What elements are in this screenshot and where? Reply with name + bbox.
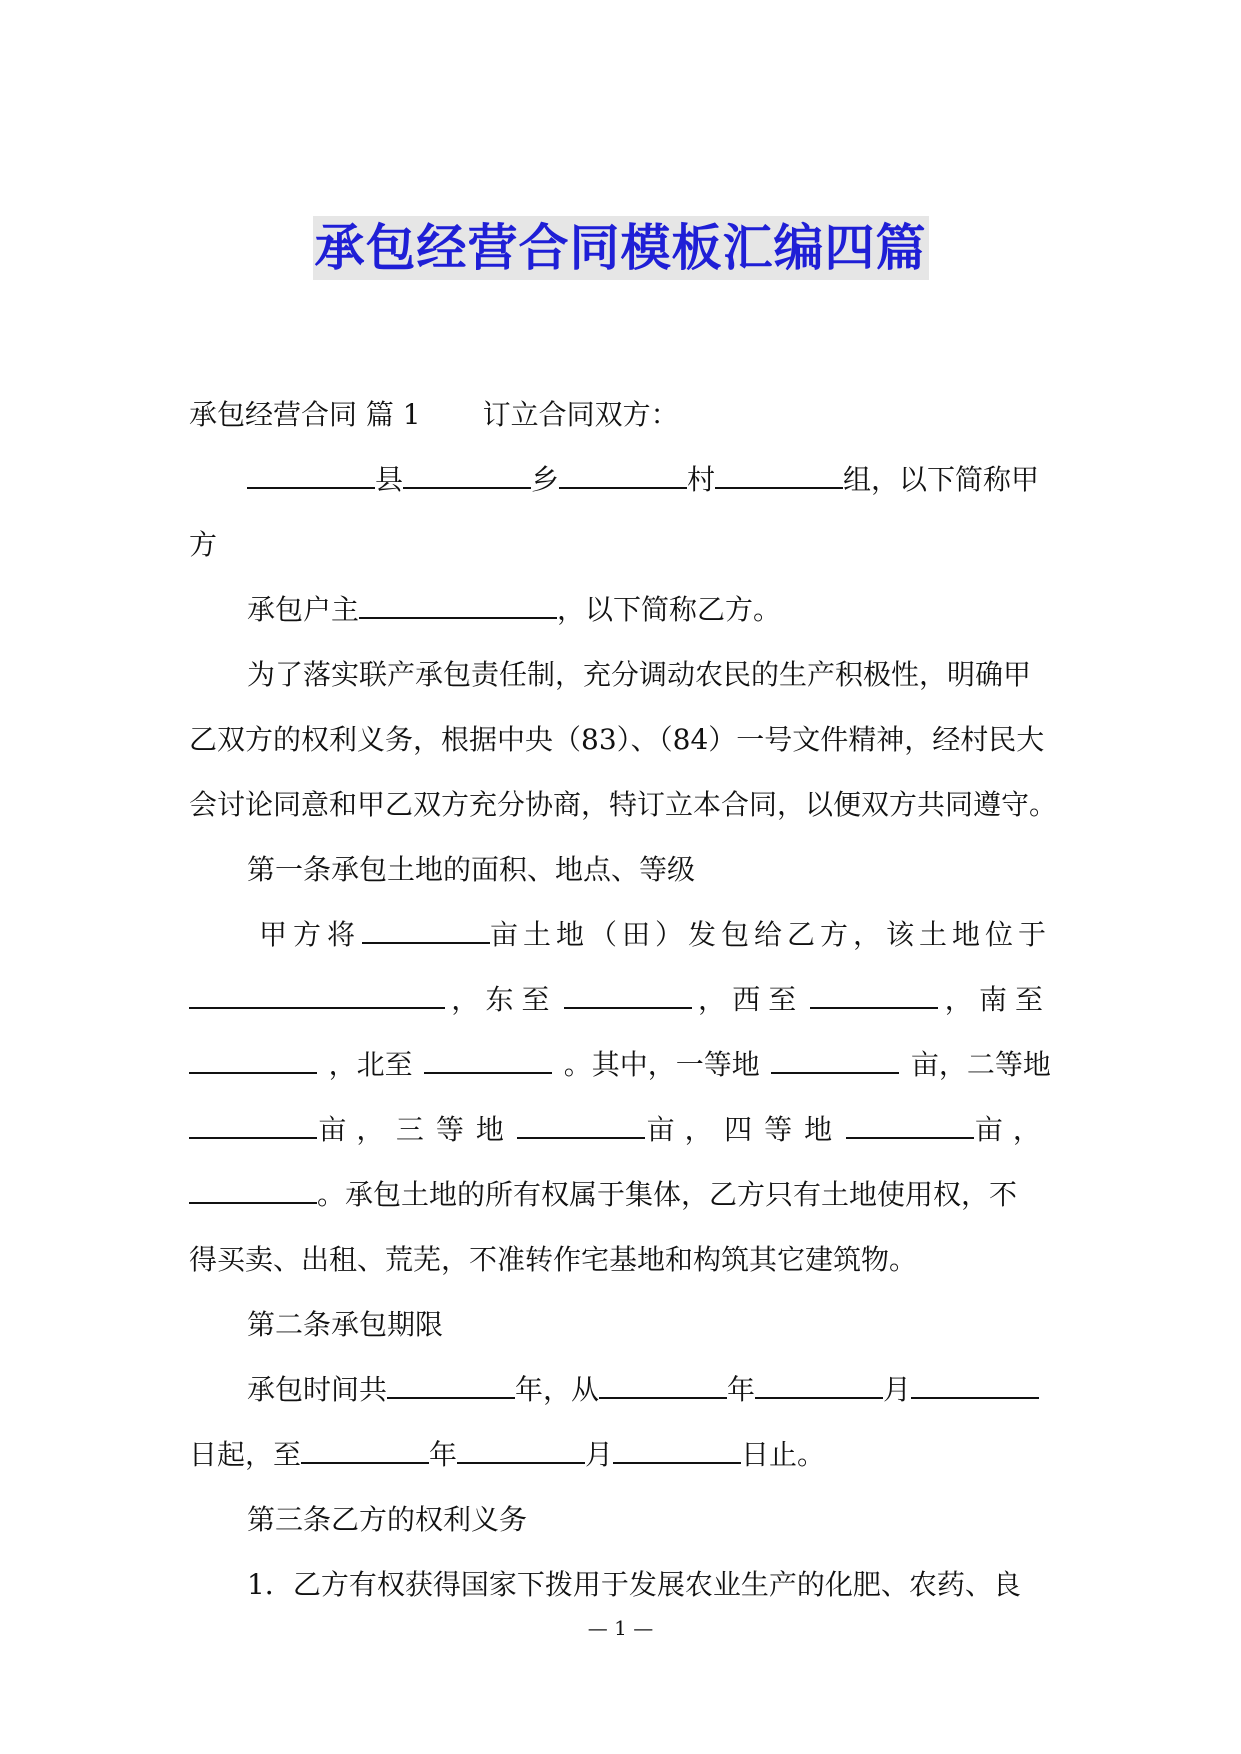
label-cun: 村 — [687, 463, 716, 496]
text-span: 承包时间共 — [247, 1373, 388, 1406]
blank-field — [362, 918, 490, 944]
text-span: 亩，二等地 — [910, 1048, 1051, 1081]
blank-field — [559, 463, 687, 489]
text-span: 西至 — [732, 983, 805, 1016]
blank-field — [599, 1373, 727, 1399]
article-1-line-2 — [189, 967, 1051, 1032]
text-span: 甲方将 — [259, 918, 362, 951]
blank-field — [387, 1373, 515, 1399]
title-area — [0, 216, 1241, 280]
label-zu: 组，以下简称甲 — [843, 463, 1040, 496]
text-span: 。承包土地的所有权属于集体，乙方只有土地使用权，不 — [317, 1178, 1018, 1211]
blank-field — [189, 983, 445, 1009]
blank-field — [846, 1113, 974, 1139]
party-a-line-2 — [189, 512, 1051, 577]
text-span: 1．乙方有权获得国家下拨用于发展农业生产的化肥、农药、良 — [247, 1568, 1021, 1601]
party-a-line — [189, 447, 1051, 512]
text-span: ，北至 — [328, 1048, 413, 1081]
article-3-item-1 — [189, 1552, 1051, 1617]
label-xian: 县 — [375, 463, 404, 496]
blank-field — [424, 1048, 552, 1074]
text-span: 亩， — [974, 1113, 1051, 1146]
blank-field — [517, 1113, 645, 1139]
article-2-line-2 — [189, 1422, 1051, 1487]
blank-field — [247, 463, 375, 489]
blank-field — [911, 1373, 1039, 1399]
blank-field — [715, 463, 843, 489]
text-span: 得买卖、出租、荒芜，不准转作宅基地和构筑其它建筑物。 — [189, 1243, 918, 1276]
text-span: ， — [451, 983, 480, 1016]
paragraph-line — [189, 642, 1051, 707]
blank-field — [613, 1438, 741, 1464]
text-span: 。其中，一等地 — [563, 1048, 760, 1081]
text-span: 第一条承包土地的面积、地点、等级 — [247, 853, 696, 886]
text-span: ， — [944, 983, 973, 1016]
text-span: 亩土地（田）发包给乙方，该土地位于 — [489, 918, 1051, 951]
intro-line — [189, 382, 1051, 447]
text-span: 年 — [429, 1438, 458, 1471]
article-1-line-4 — [189, 1097, 1051, 1162]
text-span: 乙双方的权利义务，根据中央（83）、（84）一号文件精神，经村民大 — [189, 723, 1045, 756]
article-1-line-5 — [189, 1162, 1051, 1227]
label-fang: 方 — [189, 528, 218, 561]
blank-field — [810, 983, 938, 1009]
text-span: 为了落实联产承包责任制，充分调动农民的生产积极性，明确甲 — [247, 658, 1032, 691]
parties-label: 订立合同双方： — [482, 398, 679, 431]
label-party-b: ，以下简称乙方。 — [557, 593, 782, 626]
text-span: 月 — [883, 1373, 912, 1406]
text-span: 南至 — [978, 983, 1051, 1016]
contract-heading: 承包经营合同 篇 1 — [189, 398, 421, 431]
blank-field — [457, 1438, 585, 1464]
document-title: 承包经营合同模板汇编四篇 — [313, 216, 929, 280]
blank-field — [359, 593, 557, 619]
party-b-line — [189, 577, 1051, 642]
text-span: ， — [697, 983, 726, 1016]
blank-field — [403, 463, 531, 489]
article-2-heading — [189, 1292, 1051, 1357]
paragraph-line — [189, 772, 1058, 837]
blank-field — [771, 1048, 899, 1074]
blank-field — [301, 1438, 429, 1464]
article-1-line-3 — [189, 1032, 1051, 1097]
text-span: 亩， — [646, 1113, 723, 1146]
text-span: 日止。 — [741, 1438, 826, 1471]
text-span: 四等地 — [724, 1113, 845, 1146]
paragraph-line — [189, 707, 1051, 772]
text-span: 会讨论同意和甲乙双方充分协商，特订立本合同，以便双方共同遵守。 — [189, 788, 1058, 821]
page-number: — 1 — — [587, 1616, 654, 1640]
text-span: 第二条承包期限 — [247, 1308, 444, 1341]
blank-field — [189, 1113, 317, 1139]
blank-field — [755, 1373, 883, 1399]
document-body — [189, 382, 1058, 1617]
blank-field — [564, 983, 692, 1009]
article-3-heading — [189, 1487, 1051, 1552]
text-span: 第三条乙方的权利义务 — [247, 1503, 528, 1536]
article-1-line-1 — [189, 902, 1051, 967]
text-span: 日起，至 — [189, 1438, 302, 1471]
text-span: 年 — [727, 1373, 756, 1406]
article-1-line-6 — [189, 1227, 1051, 1292]
text-span: 三等地 — [395, 1113, 516, 1146]
text-span: 月 — [585, 1438, 614, 1471]
text-span: 东至 — [485, 983, 558, 1016]
blank-field — [189, 1178, 317, 1204]
blank-field — [189, 1048, 317, 1074]
article-1-heading — [189, 837, 1051, 902]
article-2-line-1 — [189, 1357, 1051, 1422]
label-household-head: 承包户主 — [247, 593, 360, 626]
text-span: 年，从 — [515, 1373, 600, 1406]
text-span: 亩， — [318, 1113, 395, 1146]
label-xiang: 乡 — [531, 463, 560, 496]
